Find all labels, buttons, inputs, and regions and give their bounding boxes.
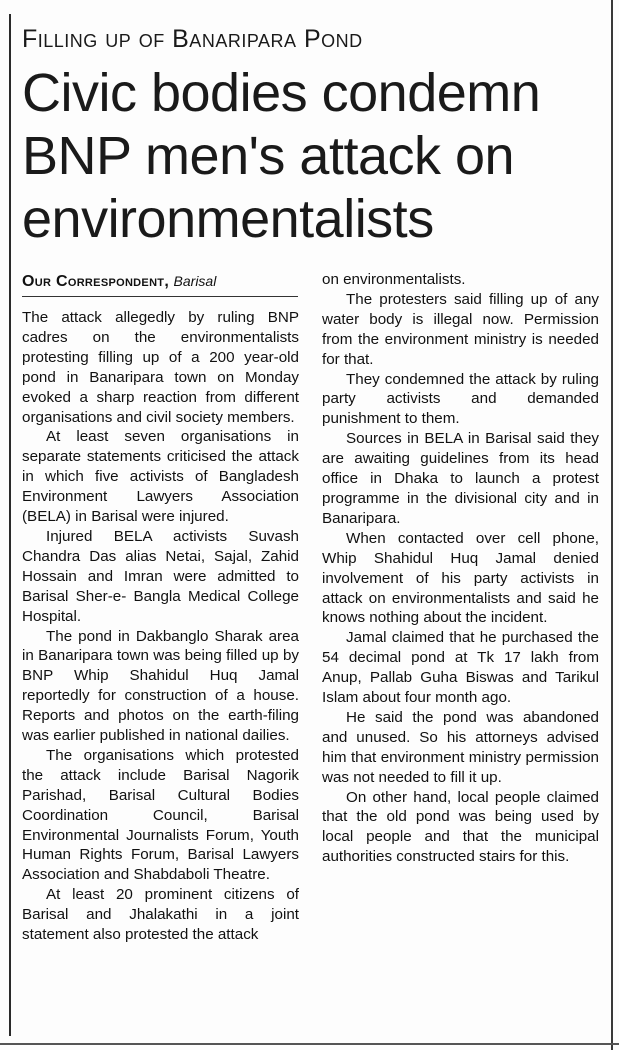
paragraph: Injured BELA activists Suvash Chandra Das alias Netai, Sajal, Zahid Hossain and Imran were admitted to Barisal Sher-e- Bangla Medical College Hospital. (22, 527, 299, 625)
headline-line: Civic bodies condemn (22, 63, 541, 123)
paragraph: The organisations which protested the attack include Barisal Nagorik Parishad, Barisal Cultural Bodies Coordination Council, Barisal Environmental Journalists Forum, Youth Human Rights Forum, Barisal Lawyers Association and Shabdaboli Theatre. (22, 746, 299, 884)
paragraph: Jamal claimed that he purchased the 54 decimal pond at Tk 17 lakh from Anup, Pallab Guha Biswas and Tarikul Islam about four month ago. (322, 629, 599, 707)
paragraph: They condemned the attack by ruling party activists and demanded punishment to them. (322, 370, 599, 428)
headline (22, 62, 607, 251)
bottom-rule (0, 1043, 619, 1045)
kicker: Filling up of Banaripara Pond (22, 25, 363, 53)
paragraph: At least 20 prominent citizens of Barisal and Jhalakathi in a joint statement also protested the attack (22, 886, 299, 944)
paragraph: At least seven organisations in separate statements criticised the attack in which five activists of Bangladesh Environment Lawyers Association (BELA) in Barisal were injured. (22, 428, 299, 526)
article-column-right (322, 270, 599, 867)
article-column-left (22, 308, 299, 945)
paragraph: The attack allegedly by ruling BNP cadres on the environmentalists protesting filling up of a 200 year-old pond in Banaripara town on Monday evoked a sharp reaction from different organisations and civil society members. (22, 309, 299, 426)
paragraph: The pond in Dakbanglo Sharak area in Banaripara town was being filled up by BNP Whip Shahidul Huq Jamal reportedly for construction of a house. Reports and photos on the earth-filing was earlier published in national dailies. (22, 627, 299, 745)
byline-name: Our Correspondent, (22, 273, 170, 290)
headline-line: BNP men's attack on (22, 126, 515, 186)
left-column-rule (9, 14, 11, 1036)
paragraph: He said the pond was abandoned and unused. So his attorneys advised him that environment ministry permission was not needed to fill it up. (322, 708, 599, 786)
byline (22, 270, 216, 293)
byline-rule (22, 296, 298, 297)
paragraph: On other hand, local people claimed that the old pond was being used by local people and that the municipal authorities constructed stairs for this. (322, 788, 599, 866)
byline-place: Barisal (173, 273, 217, 289)
right-edge-rule (611, 0, 613, 1050)
paragraph: When contacted over cell phone, Whip Shahidul Huq Jamal denied involvement of his party activists in attack on environmentalists and said he knows nothing about the incident. (322, 529, 599, 627)
paragraph: on environmentalists. (322, 271, 466, 288)
paragraph: Sources in BELA in Barisal said they are awaiting guidelines from its head office in Dhaka to launch a protest programme in the divisional city and in Banaripara. (322, 430, 599, 527)
headline-line: environmentalists (22, 189, 434, 249)
paragraph: The protesters said filling up of any water body is illegal now. Permission from the environment ministry is needed for that. (322, 290, 599, 368)
